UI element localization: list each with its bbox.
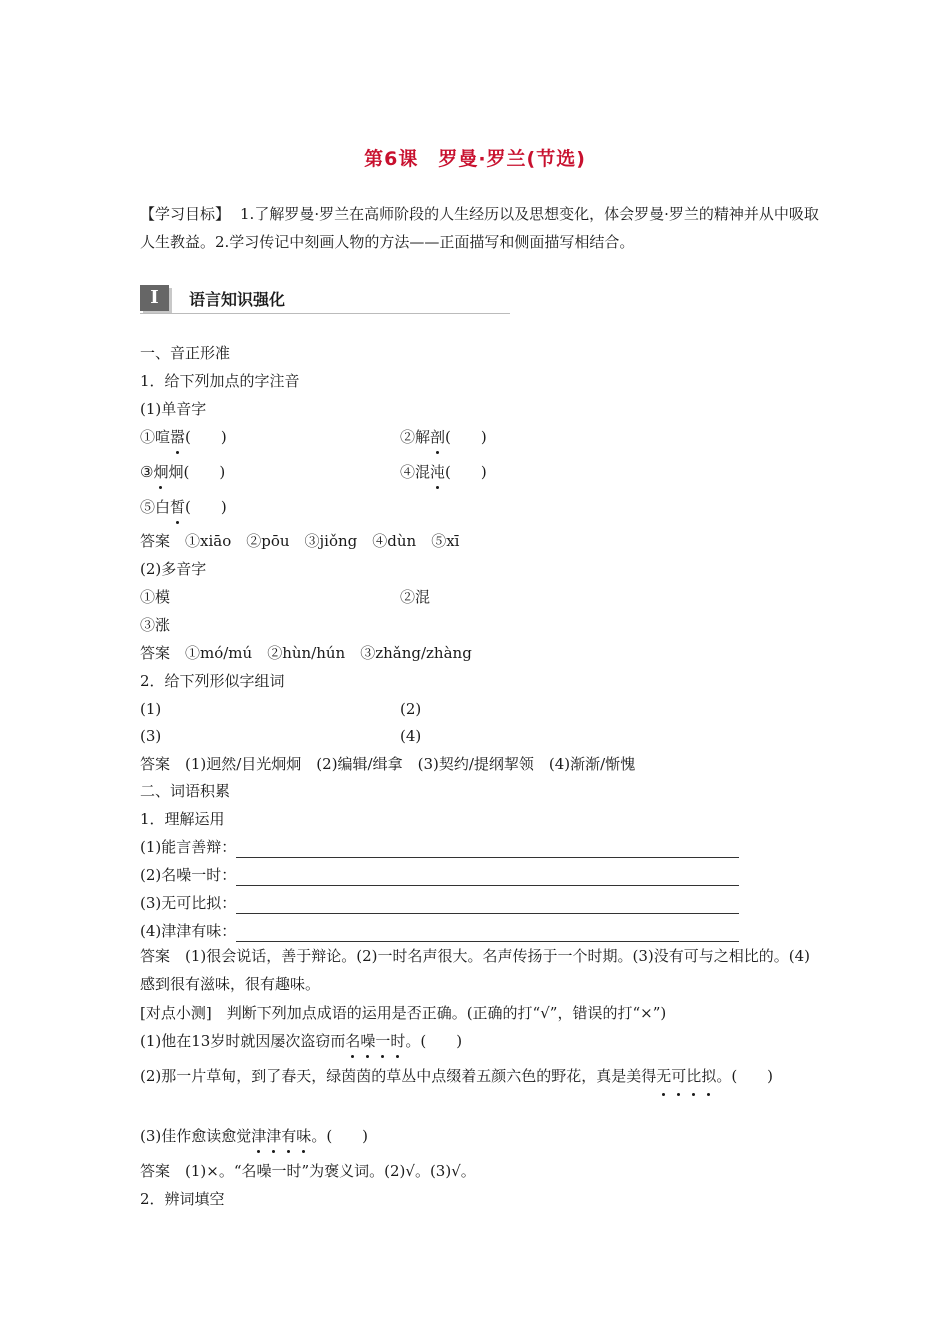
form-item-1: (1) [140,700,162,718]
term-line-2: (2)名噪一时： [140,864,739,886]
term-line-4: (4)津津有味： [140,920,739,942]
multi-item-2: ②混 [400,588,431,606]
section-title: 语言知识强化 [189,290,286,309]
answer-multi: 答案 ①mó/mú ②hùn/hún ③zhǎng/zhàng [140,644,472,662]
subheading-multi: (2)多音字 [140,560,207,578]
pinyin-item-3: ③炯炯( ) [140,463,226,481]
answer-pinyin: 答案 ①xiāo ②pōu ③jiǒng ④dùn ⑤xī [140,532,460,550]
learning-goals [140,200,820,256]
part2-heading: 二、词语积累 [140,782,231,800]
page-title: 第6课 罗曼·罗兰(节选) [364,148,586,170]
multi-item-3: ③涨 [140,616,171,634]
question-1: 1．给下列加点的字注音 [140,372,300,390]
answer-test: 答案 (1)×。“名噪一时”为褒义词。(2)√。(3)√。 [140,1162,476,1180]
pinyin-item-4: ④混沌( ) [400,463,487,481]
fill-blank-line[interactable] [236,897,739,914]
form-item-4: (4) [400,727,422,745]
section-badge: I [140,285,169,311]
answer-forms: 答案 (1)迥然/目光炯炯 (2)编辑/缉拿 (3)契约/提纲挈领 (4)渐渐/惭愧 [140,755,636,773]
pinyin-item-1: ①喧嚣( ) [140,428,227,446]
form-item-2: (2) [400,700,422,718]
term-line-3: (3)无可比拟： [140,892,739,914]
goals-label: 【学习目标】 [140,205,231,223]
answer-terms: 答案 (1)很会说话，善于辩论。(2)一时名声很大。名声传扬于一个时期。(3)没有可与之相比的。(4)感到很有滋味，很有趣味。 [140,947,810,993]
question-distinguish: 2．辨词填空 [140,1190,225,1208]
test-intro: [对点小测] 判断下列加点成语的运用是否正确。(正确的打“√”，错误的打“×”) [140,1004,667,1022]
test-item-3: (3)佳作愈读愈觉津津有味。( ) [140,1127,369,1145]
fill-blank-line[interactable] [236,925,739,942]
term-line-1: (1)能言善辩： [140,836,739,858]
form-item-3: (3) [140,727,162,745]
multi-item-1: ①模 [140,588,171,606]
pinyin-item-2: ②解剖( ) [400,428,487,446]
fill-blank-line[interactable] [236,869,739,886]
question-understand: 1．理解运用 [140,810,225,828]
question-2: 2．给下列形似字组词 [140,672,285,690]
goals-text: 1.了解罗曼·罗兰在高师阶段的人生经历以及思想变化，体会罗曼·罗兰的精神并从中吸取人生教益。2.学习传记中刻画人物的方法——正面描写和侧面描写相结合。 [140,205,819,251]
fill-blank-line[interactable] [236,841,739,858]
test-item-1: (1)他在13岁时就因屡次盗窃而名噪一时。( ) [140,1032,463,1050]
test-item-2: (2)那一片草甸，到了春天，绿茵茵的草丛中点缀着五颜六色的野花，真是美得无可比拟。( ) [140,1062,820,1090]
section-divider [140,313,510,314]
subheading-single: (1)单音字 [140,400,207,418]
part1-heading: 一、音正形准 [140,344,231,362]
pinyin-item-5: ⑤白皙( ) [140,498,227,516]
